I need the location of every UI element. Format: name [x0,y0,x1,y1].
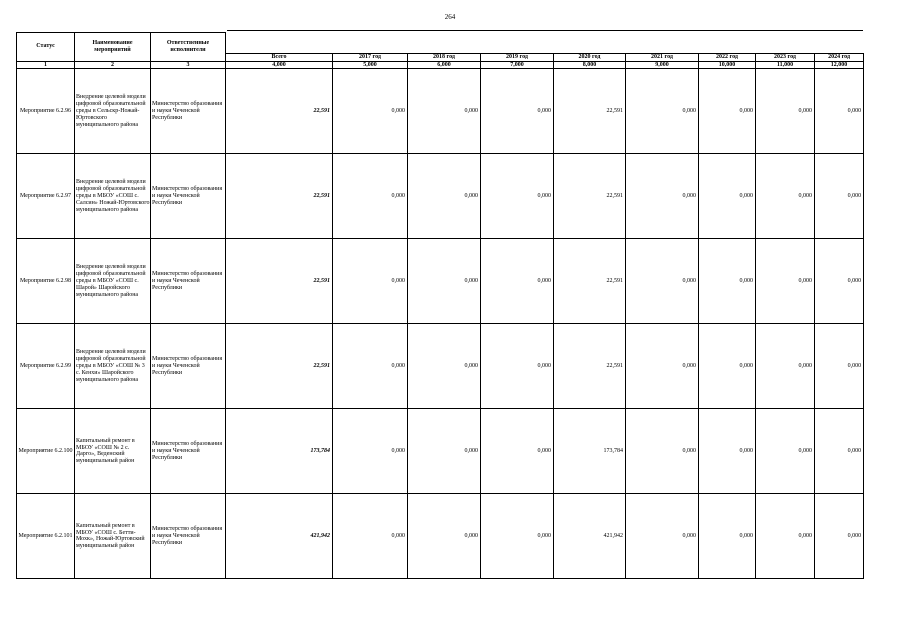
row-year-value: 22,591 [554,69,626,154]
row-year-value: 0,000 [815,494,864,579]
column-number: 7,000 [481,61,554,69]
row-year-value: 0,000 [815,409,864,494]
top-rule [227,30,863,31]
page-number: 264 [444,13,456,21]
row-total: 421,942 [226,494,333,579]
column-number: 11,000 [756,61,815,69]
row-total: 22,591 [226,324,333,409]
row-year-value: 0,000 [756,409,815,494]
row-status: Мероприятие 6.2.99 [17,324,75,409]
row-total: 173,784 [226,409,333,494]
row-total: 22,591 [226,69,333,154]
column-number: 3 [151,61,226,69]
table-row [17,324,864,409]
row-status: Мероприятие 6.2.98 [17,239,75,324]
row-year-value: 0,000 [481,239,554,324]
row-total: 22,591 [226,239,333,324]
row-name: Внедрение целевой модели цифровой образовательной среды в МБОУ «СОШ с. Салсин» Ножай-Юртовского муниципального района [75,154,151,239]
row-year-value: 0,000 [626,409,699,494]
row-year-value: 0,000 [481,494,554,579]
row-year-value: 0,000 [626,239,699,324]
header-year: 2019 год [481,53,554,61]
budget-table [16,32,864,579]
row-executor: Министерство образования и науки Чеченской Республики [151,239,226,324]
header-year: 2020 год [554,53,626,61]
row-executor: Министерство образования и науки Чеченской Республики [151,409,226,494]
row-year-value: 0,000 [699,69,756,154]
row-year-value: 0,000 [626,69,699,154]
row-year-value: 0,000 [333,409,408,494]
table-row [17,239,864,324]
row-year-value: 0,000 [626,154,699,239]
row-year-value: 0,000 [408,494,481,579]
table-row [17,154,864,239]
row-year-value: 0,000 [333,494,408,579]
row-year-value: 0,000 [481,324,554,409]
column-number-row [17,61,864,69]
row-year-value: 22,591 [554,239,626,324]
row-name: Капитальный ремонт в МБОУ «СОШ с. Бетти-Мохк», Ножай-Юртовский муниципальный район [75,494,151,579]
row-year-value: 0,000 [626,494,699,579]
row-year-value: 0,000 [408,69,481,154]
column-number: 5,000 [333,61,408,69]
table-row [17,409,864,494]
header-year: 2023 год [756,53,815,61]
column-number: 1 [17,61,75,69]
row-year-value: 0,000 [481,409,554,494]
row-year-value: 0,000 [699,409,756,494]
row-year-value: 173,784 [554,409,626,494]
column-number: 6,000 [408,61,481,69]
table-row [17,494,864,579]
row-executor: Министерство образования и науки Чеченской Республики [151,154,226,239]
row-year-value: 0,000 [481,154,554,239]
row-executor: Министерство образования и науки Чеченской Республики [151,494,226,579]
row-year-value: 0,000 [756,324,815,409]
row-status: Мероприятие 6.2.97 [17,154,75,239]
row-year-value: 0,000 [815,324,864,409]
row-year-value: 0,000 [756,239,815,324]
header-spacer [226,33,864,54]
row-name: Внедрение целевой модели цифровой образовательной среды в Сельскр-Ножай-Юртовского муниципального района [75,69,151,154]
header-year: 2022 год [699,53,756,61]
column-number: 8,000 [554,61,626,69]
row-year-value: 0,000 [815,154,864,239]
row-year-value: 0,000 [699,324,756,409]
row-name: Капитальный ремонт в МБОУ «СОШ № 2 с. Дарго», Веденский муниципальный район [75,409,151,494]
row-total: 22,591 [226,154,333,239]
header-total: Всего [226,53,333,61]
row-year-value: 0,000 [626,324,699,409]
column-number: 2 [75,61,151,69]
header-name: Наименование мероприятий [75,33,151,62]
row-year-value: 0,000 [756,494,815,579]
row-name: Внедрение целевой модели цифровой образовательной среды в МБОУ «СОШ с. Шарой» Шаройского муниципального района [75,239,151,324]
table-row [17,69,864,154]
row-year-value: 0,000 [408,154,481,239]
row-year-value: 0,000 [333,69,408,154]
row-year-value: 0,000 [756,69,815,154]
row-status: Мероприятие 6.2.96 [17,69,75,154]
row-executor: Министерство образования и науки Чеченской Республики [151,69,226,154]
column-number: 9,000 [626,61,699,69]
header-year: 2024 год [815,53,864,61]
row-year-value: 22,591 [554,324,626,409]
row-year-value: 0,000 [408,324,481,409]
column-number: 10,000 [699,61,756,69]
row-year-value: 0,000 [699,494,756,579]
header-executor: Ответственные исполнители [151,33,226,62]
row-status: Мероприятие 6.2.100 [17,409,75,494]
row-status: Мероприятие 6.2.101 [17,494,75,579]
row-year-value: 0,000 [408,239,481,324]
column-number: 4,000 [226,61,333,69]
header-year: 2021 год [626,53,699,61]
row-name: Внедрение целевой модели цифровой образовательной среды в МБОУ «СОШ № 3 с. Кенхи» Шаройского муниципального района [75,324,151,409]
row-year-value: 0,000 [333,239,408,324]
row-executor: Министерство образования и науки Чеченской Республики [151,324,226,409]
row-year-value: 0,000 [756,154,815,239]
row-year-value: 0,000 [333,324,408,409]
header-year: 2017 год [333,53,408,61]
row-year-value: 0,000 [699,239,756,324]
row-year-value: 0,000 [699,154,756,239]
row-year-value: 421,942 [554,494,626,579]
row-year-value: 0,000 [815,239,864,324]
row-year-value: 0,000 [815,69,864,154]
header-year: 2018 год [408,53,481,61]
row-year-value: 22,591 [554,154,626,239]
column-number: 12,000 [815,61,864,69]
row-year-value: 0,000 [481,69,554,154]
header-status: Статус [17,33,75,62]
row-year-value: 0,000 [333,154,408,239]
row-year-value: 0,000 [408,409,481,494]
